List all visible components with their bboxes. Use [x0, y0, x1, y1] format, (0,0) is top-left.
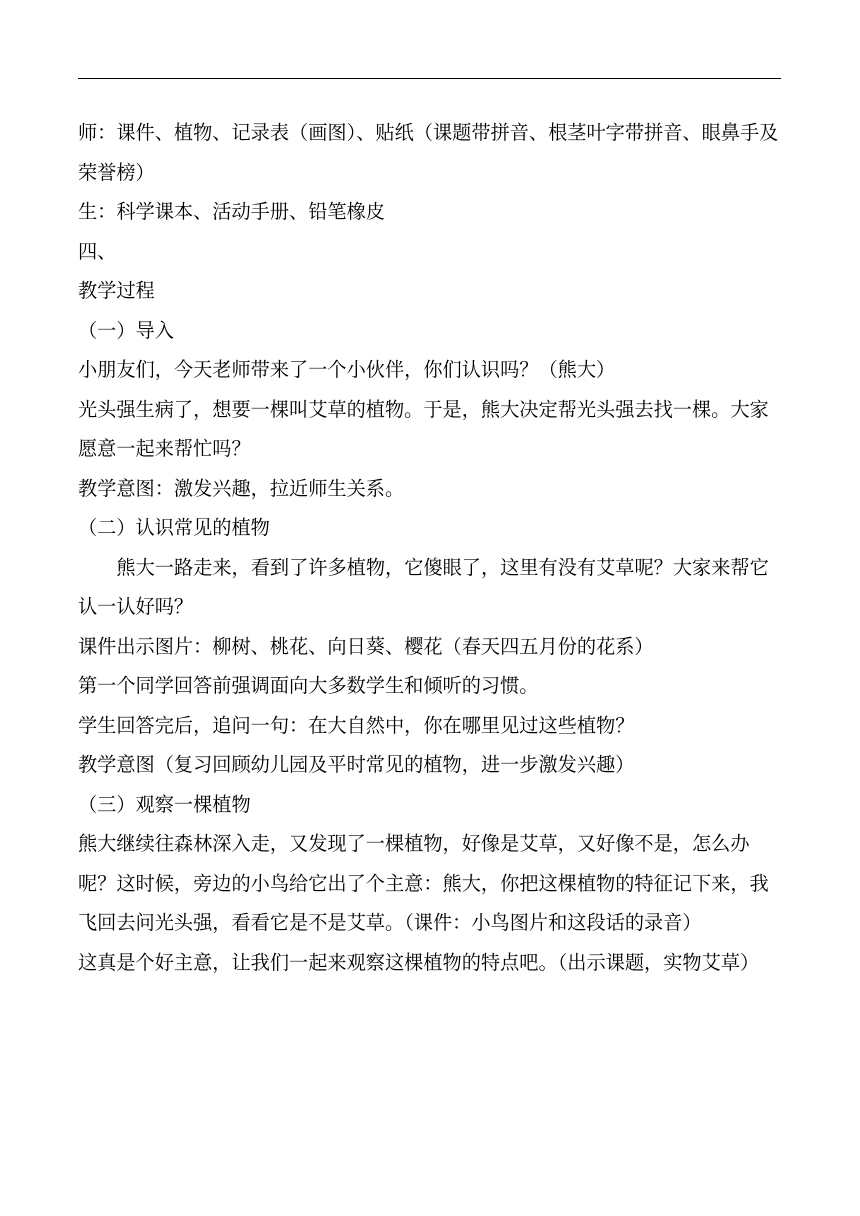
document-body: [78, 113, 784, 982]
paragraph-bear-walk: 熊大一路走来，看到了许多植物，它傻眼了，这里有没有艾草呢？大家来帮它认一认好吗？: [78, 555, 769, 618]
paragraph-observe-plant: 这真是个好主意，让我们一起来观察这棵植物的特点吧。（出示课题，实物艾草）: [78, 950, 760, 974]
paragraph-courseware-images: 课件出示图片：柳树、桃花、向日葵、樱花（春天四五月份的花系）: [78, 634, 654, 658]
header-rule: [78, 78, 781, 79]
subsection-heading-observe: （三）观察一棵植物: [78, 792, 251, 816]
paragraph-intro-question: 小朋友们，今天老师带来了一个小伙伴，你们认识吗？（熊大）: [78, 358, 616, 381]
paragraph-story-setup: 光头强生病了，想要一棵叫艾草的植物。于是，熊大决定帮光头强去找一棵。大家愿意一起来帮忙吗？: [78, 397, 769, 460]
subsection-heading-common-plants: （二）认识常见的植物: [78, 516, 270, 539]
paragraph-intent-2: 教学意图（复习回顾幼儿园及平时常见的植物，进一步激发兴趣）: [78, 753, 635, 776]
subsection-heading-intro: （一）导入: [78, 318, 174, 342]
paragraph-follow-up: 学生回答完后，追问一句：在大自然中，你在哪里见过这些植物？: [78, 713, 635, 737]
section-number-four: 四、: [78, 239, 117, 263]
paragraph-intent-1: 教学意图：激发兴趣，拉近师生关系。: [78, 476, 405, 500]
paragraph-bird-idea: 熊大继续往森林深入走，又发现了一棵植物，好像是艾草，又好像不是，怎么办呢？这时候，旁边的小鸟给它出了个主意：熊大，你把这棵植物的特征记下来，我飞回去问光头强，看看它是不是艾草。（课件：小鸟图片和这段话的录音）: [78, 832, 769, 934]
paragraph-teacher-materials: 师：课件、植物、记录表（画图）、贴纸（课题带拼音、根茎叶字带拼音、眼鼻手及荣誉榜）: [78, 121, 779, 184]
paragraph-first-answer: 第一个同学回答前强调面向大多数学生和倾听的习惯。: [78, 674, 539, 697]
paragraph-student-materials: 生：科学课本、活动手册、铅笔橡皮: [78, 200, 385, 223]
section-title-teaching-process: 教学过程: [78, 279, 155, 302]
